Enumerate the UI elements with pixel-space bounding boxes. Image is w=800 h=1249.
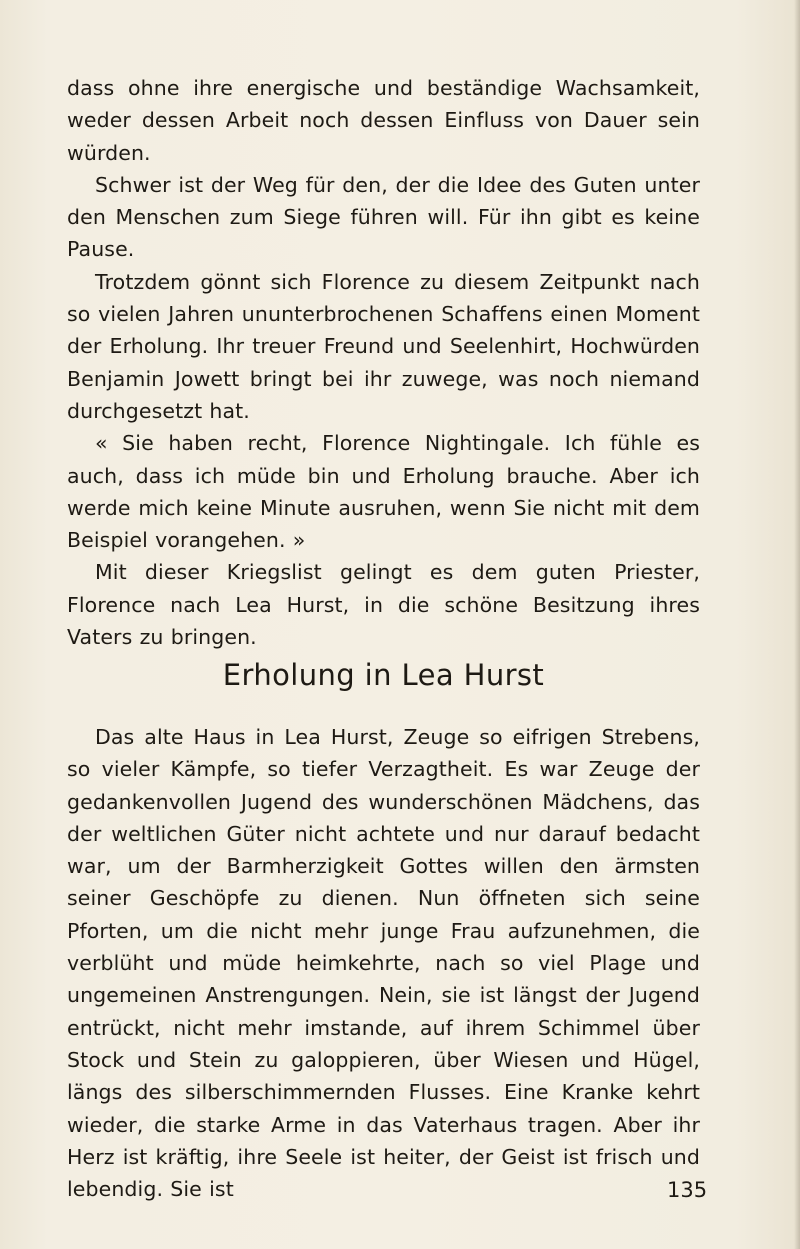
paragraph-lea-hurst: Das alte Haus in Lea Hurst, Zeuge so eifrigen Strebens, so vieler Kämpfe, so tiefer Verzagtheit. Es war Zeuge der gedankenvollen Jugend des wunderschönen Mädchens, das der weltlichen Güter nicht achtete und nur darauf bedacht war, um der Barmherzigkeit Gottes willen den ärmsten seiner Geschöpfe zu dienen. Nun öffneten sich seine Pforten, um die nicht mehr junge Frau aufzunehmen, die verblüht und müde heimkehrte, nach so viel Plage und ungemeinen Anstrengungen. Nein, sie ist längst der Jugend entrückt, nicht mehr imstande, auf ihrem Schimmel über Stock und Stein zu galoppieren, über Wiesen und Hügel, längs des silberschimmernden Flusses. Eine Kranke kehrt wieder, die starke Arme in das Vaterhaus tragen. Aber ihr Herz ist kräftig, ihre Seele ist heiter, der Geist ist frisch und lebendig. Sie ist — [67, 725, 700, 1202]
page-number: 135 — [667, 1178, 708, 1202]
paragraph-continuation: dass ohne ihre energische und beständige Wachsamkeit, weder dessen Arbeit noch dessen Einfluss von Dauer sein würden. — [67, 76, 700, 165]
continued-text-block — [67, 72, 700, 653]
paragraph-quote: « Sie haben recht, Florence Nightingale. Ich fühle es auch, dass ich müde bin und Erholung brauche. Aber ich werde mich keine Minute ausruhen, wenn Sie nicht mit dem Beispiel vorangehen. » — [67, 431, 700, 553]
section-heading: Erholung in Lea Hurst — [222, 658, 545, 692]
paragraph-florence-rest: Trotzdem gönnt sich Florence zu diesem Zeitpunkt nach so vielen Jahren ununterbrochenen Schaffens einen Moment der Erholung. Ihr treuer Freund und Seelenhirt, Hochwürden Benjamin Jowett bringt bei ihr zuwege, was noch niemand durchgesetzt hat. — [67, 269, 700, 423]
paragraph-hard-way: Schwer ist der Weg für den, der die Idee des Guten unter den Menschen zum Siege führen will. Für ihn gibt es keine Pause. — [67, 172, 700, 262]
paragraph-ruse: Mit dieser Kriegslist gelingt es dem guten Priester, Florence nach Lea Hurst, in die schöne Besitzung ihres Vaters zu bringen. — [67, 560, 700, 650]
page-edge-shadow — [794, 0, 800, 1249]
section-text-block — [67, 721, 700, 1205]
